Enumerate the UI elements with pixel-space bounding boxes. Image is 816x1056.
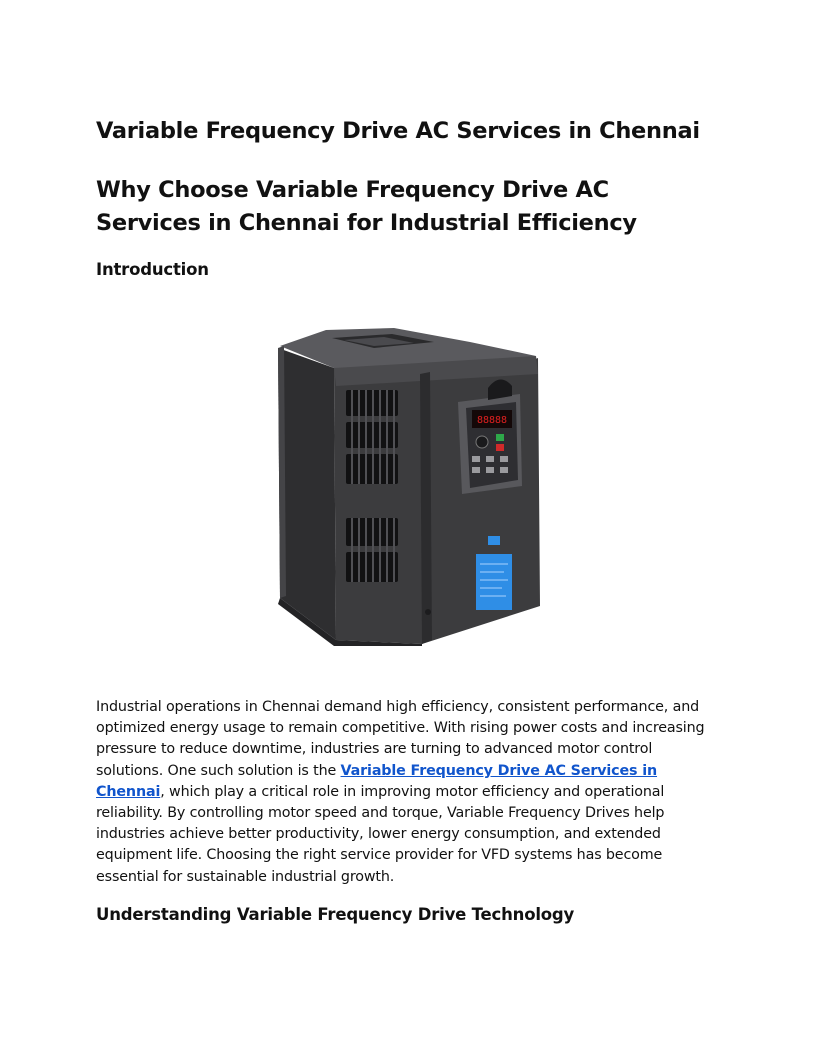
introduction-heading: Introduction <box>96 260 209 279</box>
paragraph-text-before-link: Industrial operations in Chennai demand high efficiency, consistent performance, and optimized energy usage to remain competitive. With rising power costs and increasing pressure to reduce downtime, industries are turning to advanced motor control solutions. One such solution is the <box>96 699 705 779</box>
vfd-device-image <box>274 322 546 646</box>
vfd-services-link[interactable]: Variable Frequency Drive AC Services in Chennai <box>96 762 658 800</box>
introduction-paragraph <box>96 697 720 888</box>
document-title: Variable Frequency Drive AC Services in Chennai <box>96 118 700 144</box>
technology-heading: Understanding Variable Frequency Drive Technology <box>96 905 575 924</box>
paragraph-text-after-link: , which play a critical role in improving motor efficiency and operational reliability. By controlling motor speed and torque, Variable Frequency Drives help industries achieve better productivity, lower energy consumption, and extended equipment life. Choosing the right service provider for VFD systems has become essential for sustainable industrial growth. <box>96 783 665 885</box>
vfd-display-readout: 88888 <box>476 415 508 426</box>
document-subtitle: Why Choose Variable Frequency Drive AC Services in Chennai for Industrial Efficiency <box>96 177 637 236</box>
